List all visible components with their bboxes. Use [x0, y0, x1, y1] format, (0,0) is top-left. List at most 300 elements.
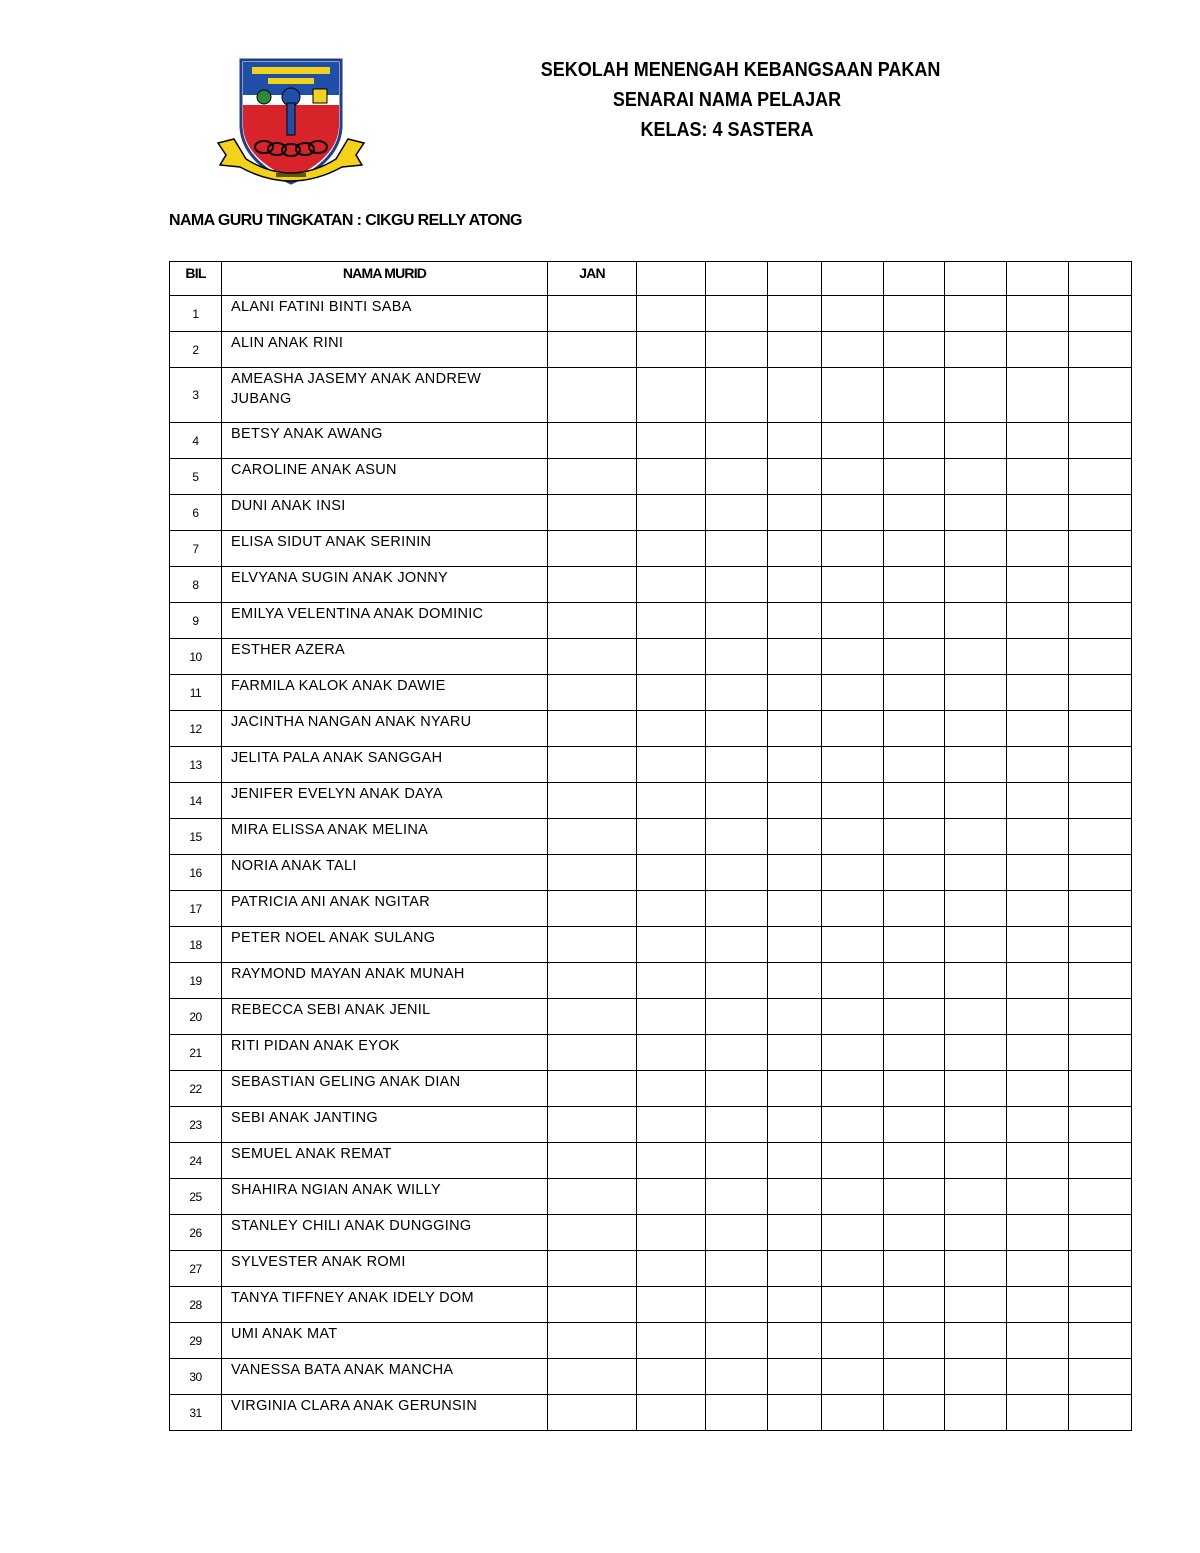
attendance-cell — [637, 891, 706, 927]
attendance-cell — [822, 1035, 884, 1071]
column-header-blank — [706, 262, 768, 296]
attendance-cell — [822, 1323, 884, 1359]
attendance-cell — [884, 675, 945, 711]
attendance-cell — [1007, 1359, 1069, 1395]
school-crest-logo — [216, 55, 366, 190]
attendance-cell — [1069, 603, 1132, 639]
student-name: CAROLINE ANAK ASUN — [222, 459, 548, 495]
attendance-cell — [884, 296, 945, 332]
student-name: DUNI ANAK INSI — [222, 495, 548, 531]
attendance-cell — [1007, 711, 1069, 747]
attendance-cell — [945, 368, 1007, 423]
attendance-cell — [548, 1395, 637, 1431]
attendance-cell — [637, 855, 706, 891]
attendance-cell — [637, 927, 706, 963]
attendance-cell — [1069, 332, 1132, 368]
attendance-cell — [768, 368, 822, 423]
row-number: 23 — [170, 1107, 222, 1143]
attendance-cell — [1069, 1179, 1132, 1215]
table-row — [170, 531, 1132, 567]
attendance-cell — [706, 819, 768, 855]
attendance-cell — [768, 891, 822, 927]
table-row — [170, 1359, 1132, 1395]
attendance-cell — [706, 891, 768, 927]
attendance-cell — [637, 1359, 706, 1395]
list-title: SENARAI NAMA PELAJAR — [612, 89, 842, 111]
attendance-cell — [548, 296, 637, 332]
attendance-cell — [945, 1215, 1007, 1251]
student-name: VANESSA BATA ANAK MANCHA — [222, 1359, 548, 1395]
row-number: 10 — [170, 639, 222, 675]
column-header-blank — [1069, 262, 1132, 296]
row-number: 27 — [170, 1251, 222, 1287]
attendance-cell — [945, 1107, 1007, 1143]
table-row — [170, 495, 1132, 531]
attendance-cell — [884, 332, 945, 368]
attendance-cell — [822, 495, 884, 531]
row-number: 26 — [170, 1215, 222, 1251]
attendance-cell — [637, 1179, 706, 1215]
attendance-cell — [884, 1143, 945, 1179]
attendance-cell — [768, 1071, 822, 1107]
attendance-cell — [822, 1215, 884, 1251]
attendance-cell — [822, 675, 884, 711]
attendance-cell — [1069, 368, 1132, 423]
attendance-cell — [768, 999, 822, 1035]
attendance-cell — [884, 567, 945, 603]
attendance-cell — [945, 999, 1007, 1035]
attendance-cell — [637, 1251, 706, 1287]
table-row — [170, 1395, 1132, 1431]
attendance-cell — [822, 1251, 884, 1287]
attendance-cell — [706, 368, 768, 423]
attendance-cell — [548, 927, 637, 963]
attendance-cell — [884, 747, 945, 783]
attendance-cell — [945, 891, 1007, 927]
attendance-cell — [548, 1107, 637, 1143]
table-row — [170, 891, 1132, 927]
attendance-cell — [768, 1179, 822, 1215]
table-row — [170, 567, 1132, 603]
attendance-cell — [706, 459, 768, 495]
attendance-cell — [1007, 855, 1069, 891]
attendance-cell — [548, 368, 637, 423]
attendance-cell — [822, 423, 884, 459]
row-number: 20 — [170, 999, 222, 1035]
attendance-cell — [1007, 891, 1069, 927]
attendance-cell — [706, 675, 768, 711]
row-number: 2 — [170, 332, 222, 368]
attendance-cell — [548, 1143, 637, 1179]
attendance-cell — [1069, 1251, 1132, 1287]
attendance-cell — [822, 567, 884, 603]
attendance-cell — [1007, 1251, 1069, 1287]
attendance-cell — [706, 1179, 768, 1215]
row-number: 15 — [170, 819, 222, 855]
table-row — [170, 927, 1132, 963]
attendance-cell — [548, 603, 637, 639]
attendance-cell — [706, 1395, 768, 1431]
attendance-cell — [706, 1071, 768, 1107]
attendance-cell — [1007, 1287, 1069, 1323]
attendance-cell — [1007, 819, 1069, 855]
student-name: TANYA TIFFNEY ANAK IDELY DOM — [222, 1287, 548, 1323]
attendance-cell — [1007, 495, 1069, 531]
attendance-cell — [1069, 1359, 1132, 1395]
column-header-blank — [768, 262, 822, 296]
table-row — [170, 675, 1132, 711]
row-number: 31 — [170, 1395, 222, 1431]
attendance-cell — [884, 1215, 945, 1251]
attendance-cell — [945, 495, 1007, 531]
attendance-cell — [884, 711, 945, 747]
attendance-cell — [822, 927, 884, 963]
attendance-cell — [945, 1035, 1007, 1071]
attendance-cell — [768, 531, 822, 567]
row-number: 25 — [170, 1179, 222, 1215]
attendance-cell — [822, 819, 884, 855]
attendance-cell — [822, 459, 884, 495]
attendance-cell — [768, 639, 822, 675]
table-row — [170, 1179, 1132, 1215]
row-number: 30 — [170, 1359, 222, 1395]
attendance-cell — [1007, 368, 1069, 423]
attendance-cell — [1069, 1323, 1132, 1359]
attendance-cell — [945, 531, 1007, 567]
attendance-cell — [548, 1323, 637, 1359]
table-row — [170, 711, 1132, 747]
attendance-cell — [945, 1251, 1007, 1287]
attendance-cell — [1007, 1323, 1069, 1359]
attendance-cell — [1069, 1107, 1132, 1143]
attendance-cell — [548, 1179, 637, 1215]
student-name: FARMILA KALOK ANAK DAWIE — [222, 675, 548, 711]
student-name: SEBI ANAK JANTING — [222, 1107, 548, 1143]
attendance-cell — [945, 1359, 1007, 1395]
attendance-cell — [822, 1287, 884, 1323]
attendance-cell — [1069, 1215, 1132, 1251]
attendance-cell — [884, 423, 945, 459]
attendance-cell — [945, 1071, 1007, 1107]
attendance-cell — [706, 531, 768, 567]
column-header-blank — [637, 262, 706, 296]
attendance-cell — [706, 332, 768, 368]
attendance-cell — [945, 1287, 1007, 1323]
attendance-cell — [884, 459, 945, 495]
attendance-cell — [1007, 531, 1069, 567]
attendance-cell — [884, 1179, 945, 1215]
table-row — [170, 1251, 1132, 1287]
attendance-cell — [637, 999, 706, 1035]
table-row — [170, 423, 1132, 459]
attendance-cell — [884, 999, 945, 1035]
attendance-cell — [822, 891, 884, 927]
attendance-cell — [706, 1215, 768, 1251]
attendance-cell — [822, 1359, 884, 1395]
attendance-cell — [884, 531, 945, 567]
attendance-cell — [1069, 783, 1132, 819]
row-number: 4 — [170, 423, 222, 459]
attendance-cell — [637, 567, 706, 603]
table-row — [170, 1071, 1132, 1107]
attendance-cell — [1069, 819, 1132, 855]
attendance-cell — [706, 999, 768, 1035]
attendance-cell — [548, 1251, 637, 1287]
attendance-cell — [1069, 531, 1132, 567]
attendance-cell — [945, 927, 1007, 963]
attendance-cell — [768, 296, 822, 332]
attendance-cell — [884, 603, 945, 639]
attendance-cell — [548, 332, 637, 368]
attendance-cell — [822, 747, 884, 783]
attendance-cell — [1007, 423, 1069, 459]
attendance-cell — [945, 1179, 1007, 1215]
attendance-cell — [945, 1143, 1007, 1179]
attendance-cell — [884, 963, 945, 999]
column-header-jan: JAN — [548, 262, 637, 296]
attendance-cell — [768, 747, 822, 783]
attendance-cell — [768, 927, 822, 963]
attendance-cell — [548, 963, 637, 999]
attendance-cell — [884, 1323, 945, 1359]
attendance-cell — [822, 1071, 884, 1107]
attendance-cell — [945, 332, 1007, 368]
attendance-cell — [768, 1215, 822, 1251]
student-name: SEBASTIAN GELING ANAK DIAN — [222, 1071, 548, 1107]
row-number: 21 — [170, 1035, 222, 1071]
attendance-cell — [884, 1071, 945, 1107]
attendance-cell — [822, 531, 884, 567]
attendance-cell — [945, 639, 1007, 675]
table-row — [170, 639, 1132, 675]
attendance-cell — [945, 603, 1007, 639]
attendance-cell — [637, 819, 706, 855]
attendance-cell — [1007, 1143, 1069, 1179]
attendance-cell — [768, 819, 822, 855]
attendance-cell — [1069, 711, 1132, 747]
attendance-cell — [945, 1323, 1007, 1359]
attendance-cell — [1069, 639, 1132, 675]
student-name: ALIN ANAK RINI — [222, 332, 548, 368]
column-header-nama-murid: NAMA MURID — [222, 262, 548, 296]
attendance-cell — [637, 296, 706, 332]
attendance-cell — [1007, 1107, 1069, 1143]
student-name: ALANI FATINI BINTI SABA — [222, 296, 548, 332]
table-row — [170, 296, 1132, 332]
column-header-blank — [1007, 262, 1069, 296]
attendance-cell — [637, 332, 706, 368]
attendance-cell — [1007, 603, 1069, 639]
attendance-cell — [1069, 1287, 1132, 1323]
attendance-cell — [884, 1287, 945, 1323]
attendance-cell — [884, 495, 945, 531]
attendance-cell — [884, 819, 945, 855]
attendance-cell — [706, 423, 768, 459]
attendance-cell — [768, 783, 822, 819]
attendance-cell — [1069, 1071, 1132, 1107]
attendance-cell — [548, 1359, 637, 1395]
attendance-cell — [768, 675, 822, 711]
attendance-cell — [548, 567, 637, 603]
attendance-cell — [768, 332, 822, 368]
student-name: AMEASHA JASEMY ANAK ANDREW JUBANG — [222, 368, 548, 423]
row-number: 7 — [170, 531, 222, 567]
attendance-cell — [822, 1143, 884, 1179]
attendance-cell — [637, 368, 706, 423]
attendance-cell — [884, 891, 945, 927]
attendance-cell — [884, 1107, 945, 1143]
attendance-cell — [1007, 296, 1069, 332]
attendance-cell — [548, 855, 637, 891]
student-name: JACINTHA NANGAN ANAK NYARU — [222, 711, 548, 747]
attendance-cell — [768, 567, 822, 603]
attendance-cell — [1069, 459, 1132, 495]
attendance-cell — [637, 1107, 706, 1143]
table-row — [170, 1107, 1132, 1143]
attendance-cell — [706, 567, 768, 603]
row-number: 16 — [170, 855, 222, 891]
attendance-cell — [1007, 1179, 1069, 1215]
attendance-cell — [706, 639, 768, 675]
attendance-cell — [884, 1359, 945, 1395]
row-number: 24 — [170, 1143, 222, 1179]
row-number: 29 — [170, 1323, 222, 1359]
attendance-cell — [637, 1323, 706, 1359]
attendance-cell — [706, 963, 768, 999]
attendance-cell — [1069, 423, 1132, 459]
attendance-cell — [548, 531, 637, 567]
attendance-cell — [822, 368, 884, 423]
table-row — [170, 963, 1132, 999]
student-name: EMILYA VELENTINA ANAK DOMINIC — [222, 603, 548, 639]
row-number: 1 — [170, 296, 222, 332]
form-teacher-label: NAMA GURU TINGKATAN : CIKGU RELLY ATONG — [169, 212, 522, 229]
table-row — [170, 459, 1132, 495]
attendance-cell — [945, 296, 1007, 332]
attendance-cell — [637, 1143, 706, 1179]
attendance-cell — [637, 783, 706, 819]
student-name: ELVYANA SUGIN ANAK JONNY — [222, 567, 548, 603]
attendance-cell — [637, 963, 706, 999]
student-name: RAYMOND MAYAN ANAK MUNAH — [222, 963, 548, 999]
attendance-cell — [1069, 747, 1132, 783]
attendance-cell — [637, 495, 706, 531]
attendance-cell — [884, 783, 945, 819]
attendance-cell — [822, 999, 884, 1035]
attendance-cell — [945, 1395, 1007, 1431]
attendance-cell — [945, 675, 1007, 711]
attendance-cell — [706, 1107, 768, 1143]
attendance-cell — [1007, 639, 1069, 675]
attendance-cell — [884, 1395, 945, 1431]
attendance-cell — [637, 1071, 706, 1107]
attendance-cell — [768, 459, 822, 495]
student-name: STANLEY CHILI ANAK DUNGGING — [222, 1215, 548, 1251]
attendance-cell — [822, 296, 884, 332]
attendance-cell — [1069, 855, 1132, 891]
student-name: PATRICIA ANI ANAK NGITAR — [222, 891, 548, 927]
attendance-cell — [637, 711, 706, 747]
attendance-cell — [822, 603, 884, 639]
column-header-bil: BIL — [170, 262, 222, 296]
student-name: SHAHIRA NGIAN ANAK WILLY — [222, 1179, 548, 1215]
attendance-cell — [1069, 1395, 1132, 1431]
attendance-cell — [768, 1035, 822, 1071]
attendance-cell — [945, 783, 1007, 819]
attendance-cell — [548, 999, 637, 1035]
student-name: ELISA SIDUT ANAK SERININ — [222, 531, 548, 567]
table-header-row — [170, 262, 1132, 296]
attendance-cell — [884, 927, 945, 963]
attendance-cell — [1069, 567, 1132, 603]
table-row — [170, 999, 1132, 1035]
attendance-cell — [768, 855, 822, 891]
attendance-cell — [768, 963, 822, 999]
attendance-cell — [1069, 1035, 1132, 1071]
attendance-cell — [548, 783, 637, 819]
attendance-cell — [1007, 459, 1069, 495]
attendance-cell — [1007, 1215, 1069, 1251]
attendance-cell — [637, 531, 706, 567]
school-name: SEKOLAH MENENGAH KEBANGSAAN PAKAN — [540, 59, 941, 81]
attendance-cell — [706, 1287, 768, 1323]
student-name: BETSY ANAK AWANG — [222, 423, 548, 459]
student-name: SYLVESTER ANAK ROMI — [222, 1251, 548, 1287]
attendance-cell — [768, 1143, 822, 1179]
attendance-cell — [637, 639, 706, 675]
table-row — [170, 603, 1132, 639]
attendance-cell — [548, 639, 637, 675]
table-row — [170, 1143, 1132, 1179]
student-name: PETER NOEL ANAK SULANG — [222, 927, 548, 963]
attendance-cell — [768, 1359, 822, 1395]
row-number: 28 — [170, 1287, 222, 1323]
attendance-cell — [1069, 296, 1132, 332]
attendance-cell — [768, 1251, 822, 1287]
attendance-cell — [822, 332, 884, 368]
class-label: KELAS: 4 SASTERA — [640, 119, 814, 141]
attendance-cell — [548, 1071, 637, 1107]
attendance-cell — [822, 639, 884, 675]
row-number: 14 — [170, 783, 222, 819]
column-header-blank — [822, 262, 884, 296]
student-name: ESTHER AZERA — [222, 639, 548, 675]
attendance-cell — [637, 1035, 706, 1071]
attendance-cell — [945, 711, 1007, 747]
row-number: 9 — [170, 603, 222, 639]
attendance-cell — [822, 1179, 884, 1215]
student-name: REBECCA SEBI ANAK JENIL — [222, 999, 548, 1035]
row-number: 12 — [170, 711, 222, 747]
student-name: VIRGINIA CLARA ANAK GERUNSIN — [222, 1395, 548, 1431]
student-roster-table — [169, 261, 1132, 1431]
attendance-cell — [706, 783, 768, 819]
attendance-cell — [822, 855, 884, 891]
attendance-cell — [548, 747, 637, 783]
attendance-cell — [706, 855, 768, 891]
attendance-cell — [1069, 891, 1132, 927]
attendance-cell — [768, 495, 822, 531]
attendance-cell — [637, 675, 706, 711]
attendance-cell — [706, 1251, 768, 1287]
attendance-cell — [884, 855, 945, 891]
table-row — [170, 855, 1132, 891]
attendance-cell — [1007, 999, 1069, 1035]
row-number: 5 — [170, 459, 222, 495]
row-number: 11 — [170, 675, 222, 711]
student-name: JENIFER EVELYN ANAK DAYA — [222, 783, 548, 819]
attendance-cell — [706, 711, 768, 747]
